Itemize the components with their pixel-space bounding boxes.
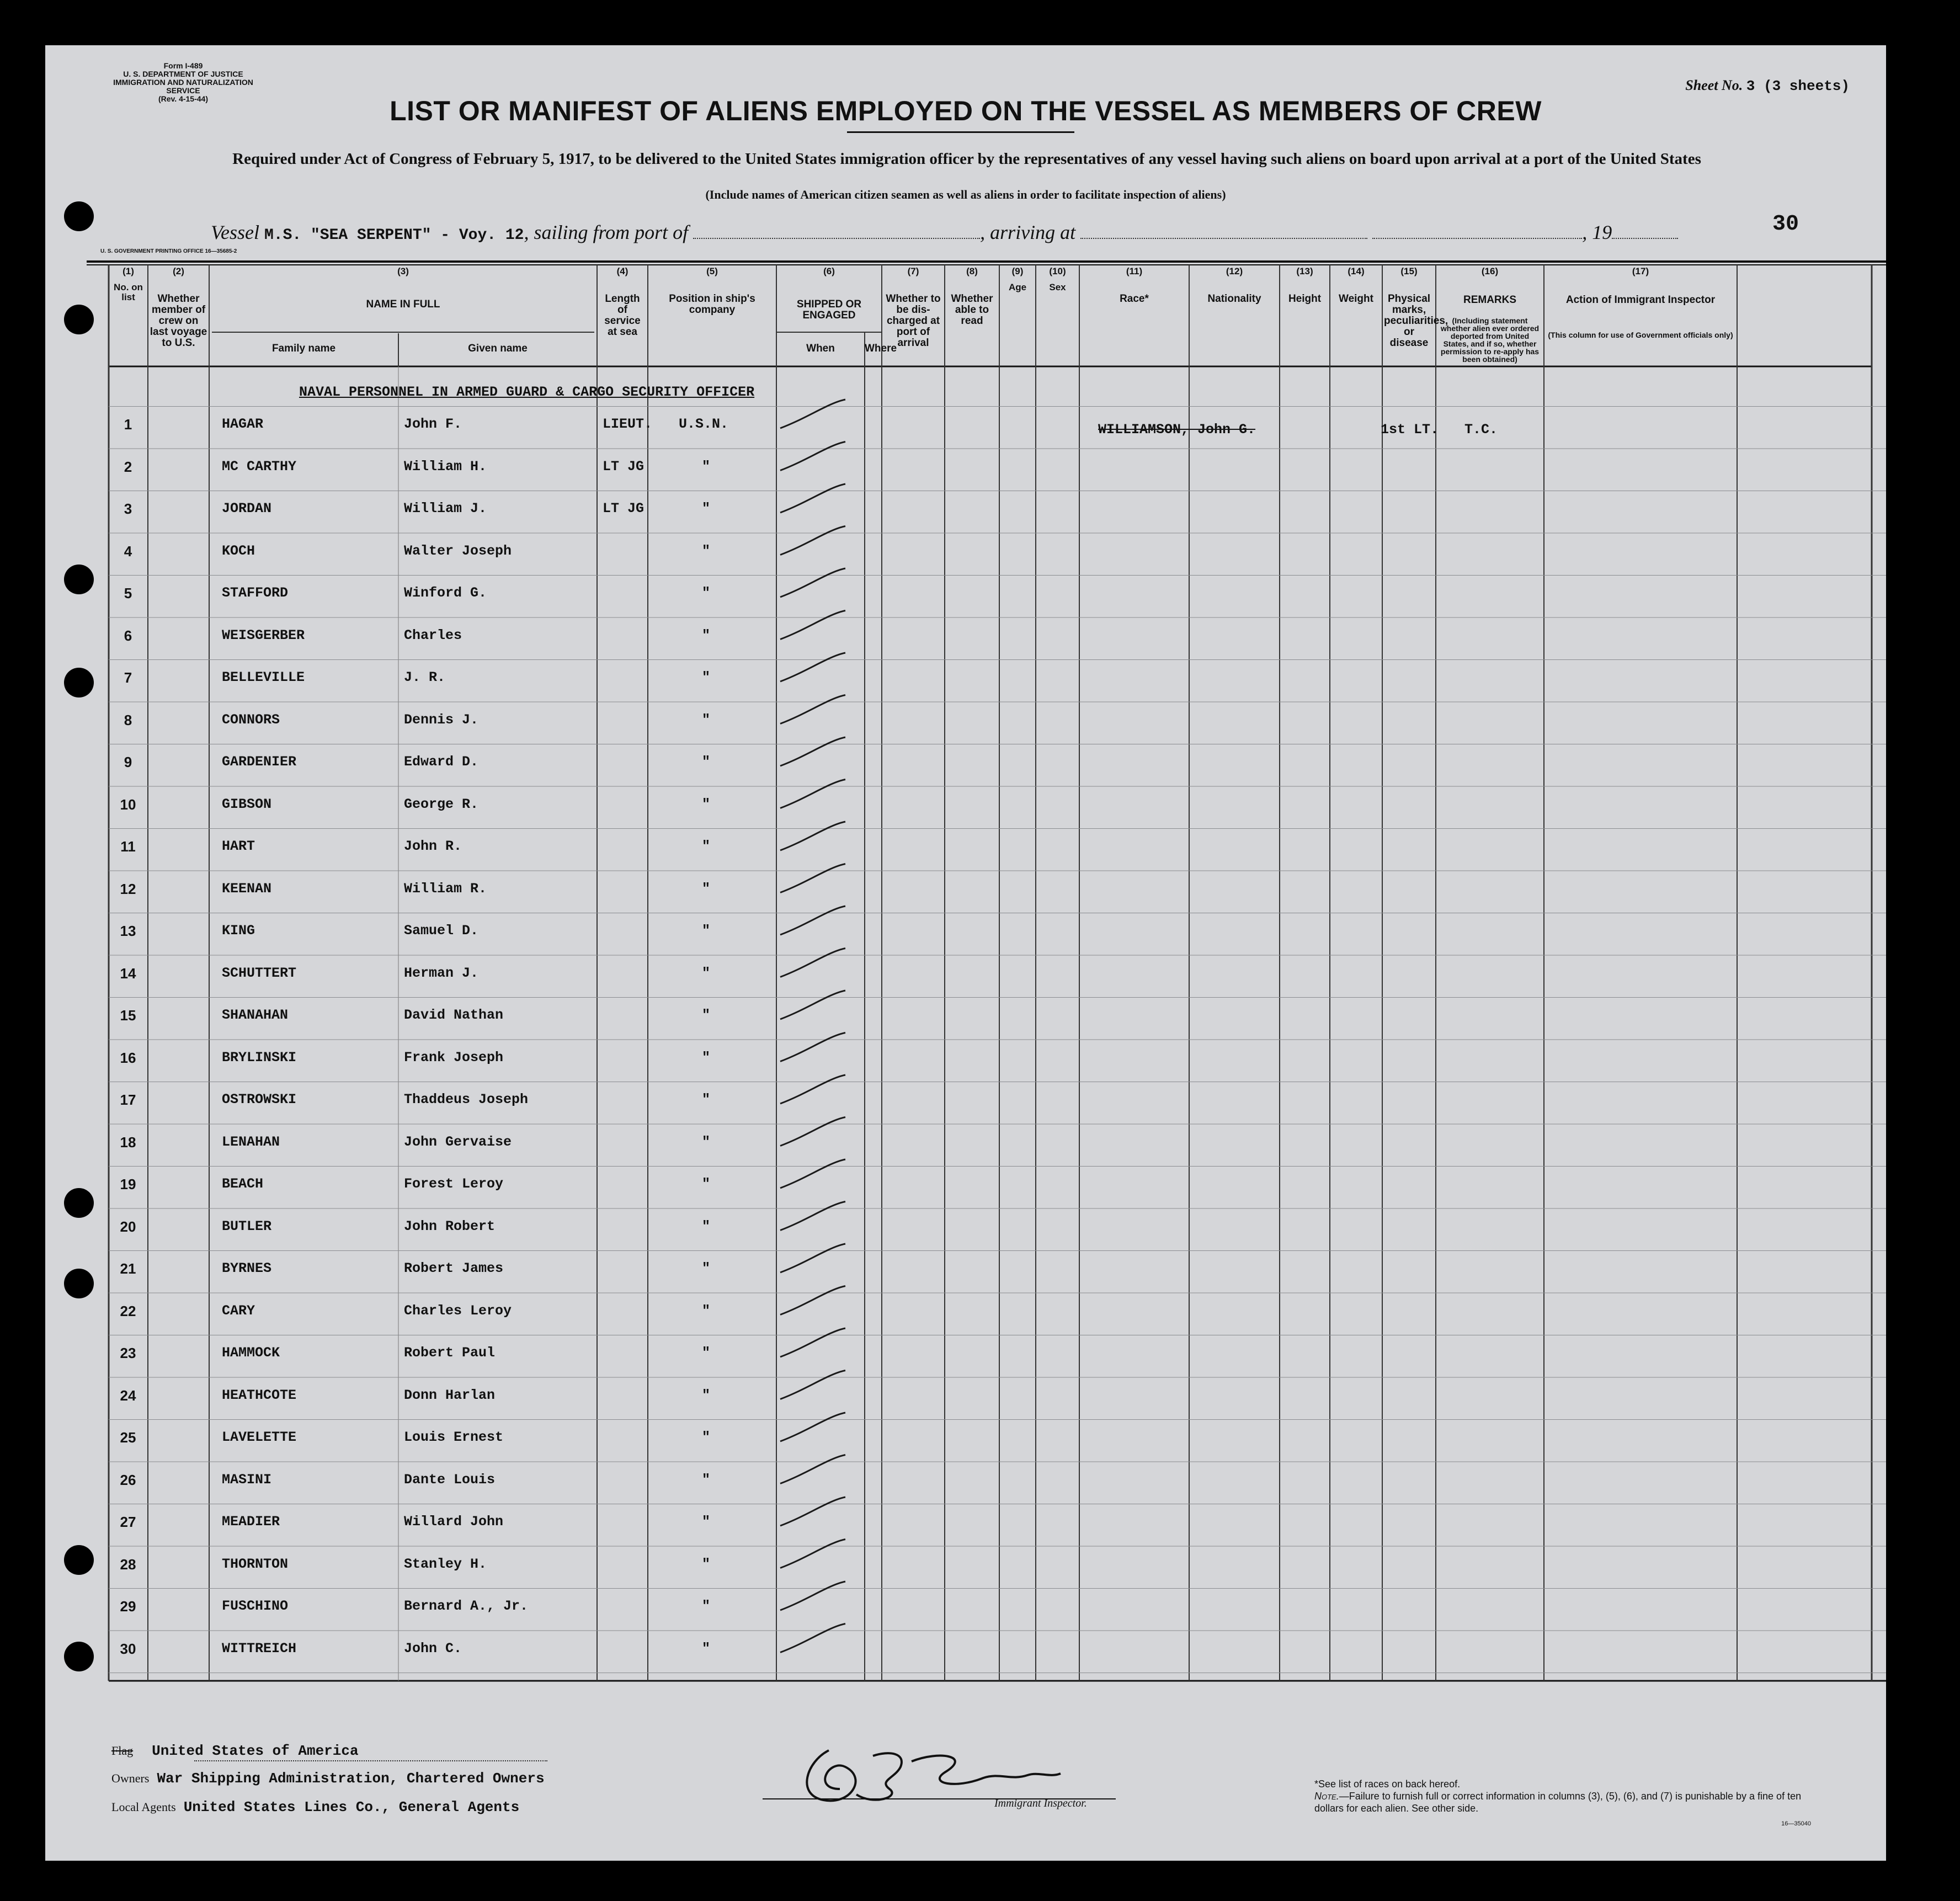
column-label: Age [1008, 282, 1027, 292]
column-number: (17) [1632, 266, 1649, 276]
tick-mark [780, 484, 845, 513]
year-label: , 19 [1582, 221, 1612, 243]
flag-label: Flag [111, 1744, 134, 1758]
row-number: 18 [120, 1133, 136, 1151]
column-number: (2) [173, 266, 184, 276]
family-name: GARDENIER [222, 754, 297, 770]
row-number: 16 [120, 1049, 136, 1066]
column-number: (3) [397, 266, 409, 276]
given-name: Robert James [404, 1260, 504, 1276]
position: " [702, 1514, 711, 1530]
note-text: —Failure to furnish full or correct information in columns (3), (5), (6), and (7) is punishable by a fine of ten dollars for each alien. See other side. [1314, 1791, 1802, 1814]
family-name: HART [222, 838, 255, 854]
position: " [702, 1260, 711, 1276]
family-name: GIBSON [222, 796, 272, 812]
given-name: Herman J. [404, 965, 479, 981]
given-name: George R. [404, 796, 479, 812]
position: " [702, 965, 711, 981]
section-heading: NAVAL PERSONNEL IN ARMED GUARD & CARGO SECURITY OFFICER [299, 384, 755, 400]
tick-mark [780, 442, 845, 471]
column-number: (15) [1400, 266, 1418, 276]
given-name: Winford G. [404, 585, 487, 601]
column-number: (11) [1126, 266, 1143, 276]
tick-mark [780, 568, 845, 597]
given-name: Robert Paul [404, 1345, 496, 1361]
column-label: Weight [1339, 293, 1373, 305]
arriving-label: , arriving at [980, 221, 1076, 243]
family-name: HAGAR [222, 416, 264, 432]
column-label: Sex [1049, 282, 1066, 292]
position: " [702, 669, 711, 685]
position: " [702, 1387, 711, 1403]
form-number: Form I-489 [163, 61, 203, 70]
column-label: Action of Immigrant Inspector [1565, 294, 1716, 306]
family-name: BELLEVILLE [222, 669, 305, 685]
owners-value: War Shipping Administration, Chartered Owners [157, 1770, 545, 1787]
form-code: 16—35040 [1781, 1820, 1811, 1827]
tick-mark [780, 1159, 845, 1188]
agents-line [111, 1799, 519, 1815]
family-name: FUSCHINO [222, 1598, 289, 1614]
position: " [702, 1640, 711, 1657]
family-name: BYRNES [222, 1260, 272, 1276]
position: " [702, 711, 711, 728]
race-note: *See list of races on back hereof. [1314, 1778, 1461, 1790]
given-name: Donn Harlan [404, 1387, 496, 1403]
row-number: 27 [120, 1514, 136, 1530]
tick-mark [780, 906, 845, 935]
row-number: 13 [120, 923, 136, 939]
family-name: BUTLER [222, 1218, 272, 1234]
row-number: 23 [120, 1345, 136, 1361]
tick-mark [780, 1624, 845, 1653]
tick-mark [780, 1286, 845, 1315]
column-label: Height [1288, 293, 1322, 305]
department: U. S. DEPARTMENT OF JUSTICE [123, 70, 243, 78]
family-name: THORNTON [222, 1556, 289, 1572]
family-name: OSTROWSKI [222, 1091, 297, 1107]
family-name: LENAHAN [222, 1133, 280, 1150]
row-number: 26 [120, 1471, 136, 1488]
column-number: (6) [823, 266, 835, 276]
family-name: LAVELETTE [222, 1429, 297, 1445]
position: " [702, 1471, 711, 1488]
service-length: LIEUT. [603, 416, 653, 432]
family-name: MEADIER [222, 1514, 280, 1530]
column-label: Race* [1120, 293, 1149, 305]
family-name: BEACH [222, 1176, 264, 1192]
column-label: Position in ship's company [669, 293, 755, 316]
position: " [702, 1049, 711, 1066]
sheet-value: 3 (3 sheets) [1746, 78, 1850, 94]
column-note: (This column for use of Government officials only) [1548, 331, 1733, 339]
service-length: LT JG [603, 500, 645, 516]
column-number: (10) [1049, 266, 1066, 276]
flag-line [111, 1743, 359, 1759]
given-name: Charles [404, 627, 462, 643]
sailing-label: , sailing from port of [524, 221, 689, 243]
tick-mark [780, 611, 845, 640]
row-number: 15 [120, 1007, 136, 1024]
position: " [702, 796, 711, 812]
inspector-signature [763, 1728, 1149, 1822]
given-name: John C. [404, 1640, 462, 1657]
row-number: 24 [120, 1387, 136, 1404]
family-name: CARY [222, 1302, 255, 1319]
family-name: STAFFORD [222, 585, 289, 601]
given-name: John Robert [404, 1218, 496, 1234]
row-number: 1 [124, 416, 132, 433]
form-subtitle: Required under Act of Congress of February 5, 1917, to be delivered to the United States immigration officer by the representatives of any vessel having such aliens on board upon arrival at a port of the United States [232, 150, 1701, 168]
tick-mark [780, 1244, 845, 1272]
column-number: (16) [1481, 266, 1499, 276]
note-label: Note. [1314, 1791, 1339, 1802]
manifest-sheet [45, 45, 1886, 1861]
tick-mark [780, 1328, 845, 1357]
tick-mark [780, 1075, 845, 1104]
given-name: William H. [404, 458, 487, 475]
family-name: HEATHCOTE [222, 1387, 297, 1403]
column-label: Whether able to read [951, 293, 993, 327]
page-marker: 30 [1772, 212, 1799, 237]
tick-mark [780, 1497, 845, 1526]
given-name: William R. [404, 880, 487, 897]
column-sublabel: Family name [271, 343, 336, 354]
row-number: 6 [124, 627, 132, 644]
service-length: LT JG [603, 458, 645, 475]
position: " [702, 585, 711, 601]
tick-mark [780, 991, 845, 1019]
family-name: KING [222, 923, 255, 939]
row-number: 8 [124, 711, 132, 728]
family-name: SHANAHAN [222, 1007, 289, 1023]
position: " [702, 1007, 711, 1023]
position: " [702, 1302, 711, 1319]
row-number: 22 [120, 1302, 136, 1319]
column-number: (12) [1226, 266, 1243, 276]
given-name: Walter Joseph [404, 542, 512, 559]
physical-annotation: T.C. [1464, 422, 1498, 438]
position: " [702, 1556, 711, 1572]
given-name: Samuel D. [404, 923, 479, 939]
family-name: BRYLINSKI [222, 1049, 297, 1066]
position: " [702, 627, 711, 643]
agents-value: United States Lines Co., General Agents [183, 1799, 520, 1815]
position: " [702, 754, 711, 770]
position: " [702, 1218, 711, 1234]
row-number: 28 [120, 1556, 136, 1573]
column-number: (8) [966, 266, 978, 276]
agents-label: Local Agents [111, 1800, 176, 1814]
given-name: J. R. [404, 669, 446, 685]
given-name: Dennis J. [404, 711, 479, 728]
row-number: 14 [120, 965, 136, 982]
tick-mark [780, 1371, 845, 1399]
row-number: 20 [120, 1218, 136, 1235]
row-number: 12 [120, 880, 136, 897]
row-number: 30 [120, 1640, 136, 1657]
column-label: Whether member of crew on last voyage to U.S. [150, 293, 207, 349]
flag-rule [194, 1760, 547, 1761]
tick-mark [780, 1033, 845, 1062]
inspector-label: Immigrant Inspector. [994, 1797, 1087, 1809]
position: " [702, 542, 711, 559]
tick-mark [780, 526, 845, 555]
given-name: Dante Louis [404, 1471, 496, 1488]
row-number: 21 [120, 1260, 136, 1277]
column-sublabel: Where [865, 343, 897, 354]
given-name: John Gervaise [404, 1133, 512, 1150]
vessel-value: M.S. "SEA SERPENT" - Voy. 12 [264, 227, 524, 244]
printing-office: U. S. GOVERNMENT PRINTING OFFICE 16—35685-2 [100, 248, 237, 254]
position: " [702, 1345, 711, 1361]
family-name: WEISGERBER [222, 627, 305, 643]
owners-line [111, 1770, 545, 1787]
owners-label: Owners [111, 1771, 150, 1785]
tick-mark [780, 400, 845, 428]
row-number: 2 [124, 458, 132, 475]
given-name: Forest Leroy [404, 1176, 504, 1192]
given-name: David Nathan [404, 1007, 504, 1023]
race-strike: WILLIAMSON, John G. [1098, 422, 1256, 438]
revision: (Rev. 4-15-44) [158, 94, 208, 103]
given-name: Bernard A., Jr. [404, 1598, 529, 1614]
row-number: 3 [124, 500, 132, 517]
given-name: Louis Ernest [404, 1429, 504, 1445]
row-number: 5 [124, 585, 132, 601]
column-sublabel: Given name [468, 343, 528, 354]
column-label: Whether to be dis-charged at port of arrival [886, 293, 941, 349]
family-name: CONNORS [222, 711, 280, 728]
given-name: Thaddeus Joseph [404, 1091, 529, 1107]
tick-mark [780, 695, 845, 724]
given-name: Stanley H. [404, 1556, 487, 1572]
column-label: No. on list [114, 282, 143, 302]
tick-mark [780, 1455, 845, 1484]
position: " [702, 1429, 711, 1445]
row-number: 17 [120, 1091, 136, 1108]
tick-mark [780, 653, 845, 681]
row-number: 4 [124, 542, 132, 560]
given-name: William J. [404, 500, 487, 516]
row-number: 19 [120, 1176, 136, 1192]
position: " [702, 500, 711, 516]
column-sublabel: When [806, 343, 835, 354]
column-number: (14) [1348, 266, 1365, 276]
service: IMMIGRATION AND NATURALIZATION SERVICE [113, 78, 253, 95]
column-label: Physical marks, peculiarities, or disease [1384, 293, 1448, 349]
sheet-label: Sheet No. [1685, 77, 1743, 93]
tick-mark [780, 737, 845, 766]
tick-mark [780, 1117, 845, 1146]
given-name: Willard John [404, 1514, 504, 1530]
column-label: Nationality [1207, 293, 1261, 305]
column-label: Length of service at sea [604, 293, 641, 338]
tick-mark [780, 1581, 845, 1610]
position: " [702, 1176, 711, 1192]
given-name: Edward D. [404, 754, 479, 770]
family-name: KOCH [222, 542, 255, 559]
family-name: MC CARTHY [222, 458, 297, 475]
family-name: HAMMOCK [222, 1345, 280, 1361]
form-subnote: (Include names of American citizen seamen as well as aliens in order to facilitate inspection of aliens) [705, 188, 1226, 201]
note-line [1314, 1790, 1811, 1814]
column-number: (13) [1296, 266, 1313, 276]
weight-annotation: 1st LT. [1381, 422, 1439, 438]
tick-mark [780, 949, 845, 977]
family-name: JORDAN [222, 500, 272, 516]
tick-mark [780, 822, 845, 850]
column-label: NAME IN FULL [366, 299, 440, 310]
footer-notes [1314, 1778, 1811, 1830]
column-number: (7) [907, 266, 919, 276]
row-number: 25 [120, 1429, 136, 1446]
column-number: (9) [1011, 266, 1024, 276]
column-number: (1) [122, 266, 134, 276]
tick-mark [780, 1413, 845, 1441]
position: " [702, 923, 711, 939]
family-name: MASINI [222, 1471, 272, 1488]
column-label: SHIPPED OR ENGAGED [796, 299, 862, 321]
race-annotation [1098, 422, 1255, 438]
column-number: (4) [616, 266, 629, 276]
family-name: WITTREICH [222, 1640, 297, 1657]
family-name: SCHUTTERT [222, 965, 297, 981]
given-name: John F. [404, 416, 462, 432]
tick-mark [780, 864, 845, 893]
column-number: (5) [706, 266, 718, 276]
position: " [702, 1091, 711, 1107]
flag-value: United States of America [152, 1743, 359, 1759]
given-name: Charles Leroy [404, 1302, 512, 1319]
row-number: 10 [120, 796, 136, 813]
row-number: 29 [120, 1598, 136, 1615]
tick-mark [780, 1202, 845, 1231]
tick-mark [780, 780, 845, 808]
given-name: Frank Joseph [404, 1049, 504, 1066]
position: " [702, 458, 711, 475]
position: U.S.N. [679, 416, 729, 432]
column-label: REMARKS [1463, 294, 1517, 306]
position: " [702, 838, 711, 854]
vessel-label: Vessel [211, 221, 259, 243]
given-name: John R. [404, 838, 462, 854]
position: " [702, 1598, 711, 1614]
family-name: KEENAN [222, 880, 272, 897]
row-number: 11 [120, 838, 136, 855]
form-title: LIST OR MANIFEST OF ALIENS EMPLOYED ON THE VESSEL AS MEMBERS OF CREW [390, 95, 1542, 126]
tick-mark [780, 1540, 845, 1568]
position: " [702, 880, 711, 897]
position: " [702, 1133, 711, 1150]
row-number: 7 [124, 669, 132, 686]
row-number: 9 [124, 754, 132, 770]
column-note: (Including statement whether alien ever ordered deported from United States, and if so, whether permission to re-apply has been obtained) [1440, 316, 1540, 364]
